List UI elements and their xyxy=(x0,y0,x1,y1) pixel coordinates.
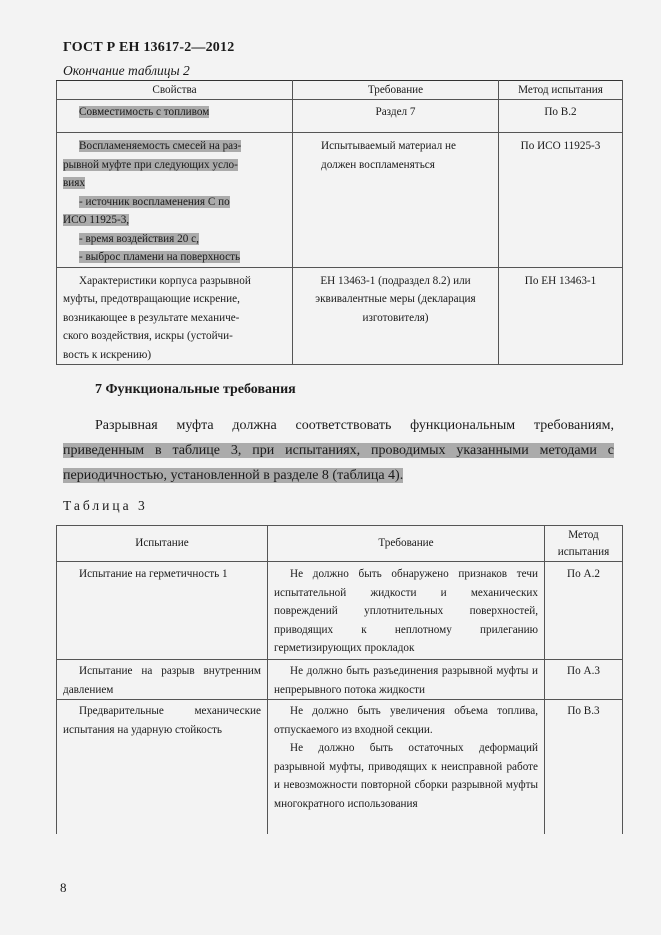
table-3 xyxy=(56,525,623,834)
table-header-row xyxy=(57,526,623,562)
table-header-row xyxy=(57,81,623,100)
requirement-line: ЕН 13463-1 (подраздел 8.2) или xyxy=(320,274,471,287)
requirement-line: Испытываемый материал не xyxy=(321,140,456,152)
table3-caption: Таблица 3 xyxy=(63,498,148,513)
requirement-text: Не должно быть увеличения объема топлива, отпускаемого из входной секции. xyxy=(274,705,538,736)
requirement-cell xyxy=(268,700,545,834)
table-row xyxy=(57,267,623,365)
property-cell xyxy=(57,267,293,365)
test-name: Предварительные механические испытания на ударную стойкость xyxy=(63,705,261,736)
requirement-cell xyxy=(293,100,499,133)
requirement-cell xyxy=(268,660,545,700)
property-line: - выброс пламени на поверхность xyxy=(79,251,241,263)
property-line: - источник воспламенения С по xyxy=(79,195,230,208)
method-line: По ЕН 13463-1 xyxy=(524,274,597,287)
table-2 xyxy=(56,80,623,365)
column-header: Метод испытания xyxy=(499,81,623,100)
property-line: - время воздействия 20 с, xyxy=(79,232,199,245)
property-line: Характеристики корпуса разрывной xyxy=(79,274,251,287)
section-paragraph xyxy=(63,413,614,488)
document-header: ГОСТ Р ЕН 13617-2—2012 xyxy=(63,40,235,55)
method-cell xyxy=(499,133,623,268)
property-cell xyxy=(57,133,293,268)
table-row xyxy=(57,100,623,133)
column-header: Свойства xyxy=(57,81,293,100)
table-row xyxy=(57,562,623,660)
test-cell xyxy=(57,700,268,834)
property-line: ИСО 11925-3, xyxy=(63,214,130,226)
column-header: Требование xyxy=(293,81,499,100)
requirement-cell xyxy=(293,133,499,268)
table-row xyxy=(57,133,623,268)
property-line: Совместимость с топливом xyxy=(79,106,210,118)
method-cell xyxy=(499,100,623,133)
requirement-line: изготовителя) xyxy=(362,311,429,324)
requirement-cell xyxy=(293,267,499,365)
method-line: По В.2 xyxy=(544,106,577,118)
column-header: Требование xyxy=(268,526,545,562)
property-line: ского воздействия, искры (устойчи- xyxy=(63,330,233,342)
table-row xyxy=(57,700,623,834)
property-line: виях xyxy=(63,177,86,189)
page-number: 8 xyxy=(60,880,67,895)
requirement-cell xyxy=(268,562,545,660)
property-line: вость к искрению) xyxy=(63,348,152,361)
method-cell: По А.3 xyxy=(545,660,623,700)
method-cell xyxy=(499,267,623,365)
test-cell xyxy=(57,562,268,660)
paragraph-text: Разрывная муфта должна соответствовать функциональным требованиям, xyxy=(95,418,614,433)
requirement-text: Не должно быть разъединения разрывной муфты и непрерывного потока жидкости xyxy=(274,665,538,696)
method-line: По ИСО 11925-3 xyxy=(520,140,601,152)
method-cell: По В.3 xyxy=(545,700,623,834)
section-title: 7 Функциональные требования xyxy=(95,382,296,397)
property-line: рывной муфте при следующих усло- xyxy=(63,158,238,171)
paragraph-highlighted-text: приведенным в таблице 3, при испытаниях, проводимых указанными методами с периодичностью, установленной в разделе 8 (таблица 4). xyxy=(63,443,614,483)
requirement-text: Не должно быть обнаружено признаков течи испытательной жидкости и механических повреждений уплотнительных поверхностей, приводящих к неплотному прилеганию герметизирующих прокладок xyxy=(274,568,538,654)
column-header: Метод испытания xyxy=(545,526,623,562)
requirement-text: Не должно быть остаточных деформаций разрывной муфты, приводящих к неисправной работе и невозможности повторной сборки разрывной муфты многократного использования xyxy=(274,742,538,810)
column-header: Испытание xyxy=(57,526,268,562)
property-line: муфты, предотвращающие искрение, xyxy=(63,293,240,305)
requirement-line: должен воспламеняться xyxy=(321,158,435,171)
test-name: Испытание на разрыв внутренним давлением xyxy=(63,665,261,696)
property-line: Воспламеняемость смесей на раз- xyxy=(79,140,242,152)
test-name: Испытание на герметичность 1 xyxy=(79,568,228,580)
table-row xyxy=(57,660,623,700)
property-line: возникающее в результате механиче- xyxy=(63,311,240,324)
property-cell xyxy=(57,100,293,133)
table2-caption: Окончание таблицы 2 xyxy=(63,63,190,78)
requirement-line: Раздел 7 xyxy=(375,106,416,118)
requirement-line: эквивалентные меры (декларация xyxy=(315,293,476,305)
test-cell xyxy=(57,660,268,700)
method-cell: По А.2 xyxy=(545,562,623,660)
